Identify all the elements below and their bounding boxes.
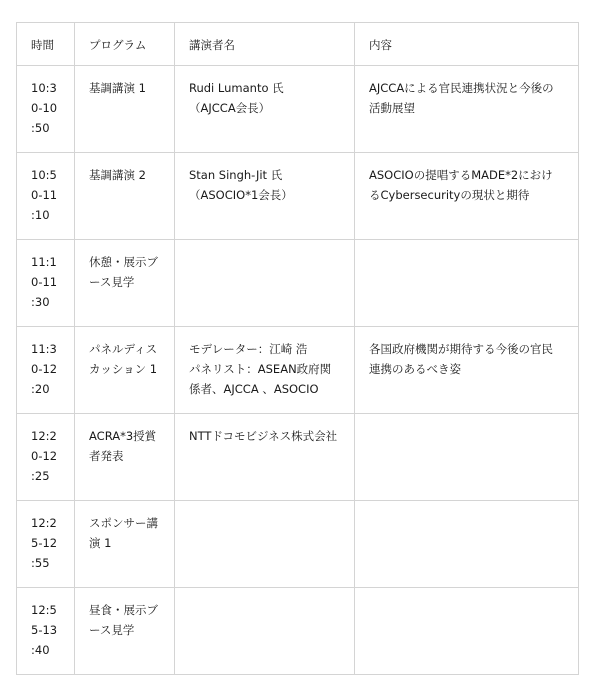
- cell-content: [355, 414, 579, 501]
- cell-time: [17, 327, 75, 414]
- time-text: 12:2 5-12 :55: [31, 516, 58, 570]
- table-header-row: [17, 23, 579, 66]
- table-row: [17, 240, 579, 327]
- time-text: 10:3 0-10 :50: [31, 81, 58, 135]
- cell-content: [355, 327, 579, 414]
- cell-content: [355, 501, 579, 588]
- table-row: [17, 414, 579, 501]
- content-text: 各国政府機関が期待する今後の官民連携のあるべき姿: [369, 342, 553, 376]
- content-text: ASOCIOの提唱するMADE*2におけるCybersecurityの現状と期待: [369, 168, 553, 202]
- speaker-text: NTTドコモビジネス株式会社: [189, 429, 338, 443]
- cell-program: [75, 240, 175, 327]
- program-text: 休憩・展示ブース見学: [89, 255, 158, 289]
- cell-time: [17, 240, 75, 327]
- program-text: スポンサー講演 1: [89, 516, 158, 550]
- content-text: AJCCAによる官民連携状況と今後の活動展望: [369, 81, 554, 115]
- cell-program: [75, 153, 175, 240]
- cell-time: [17, 153, 75, 240]
- speaker-text: モデレーター：江崎 浩 パネリスト：ASEAN政府関係者、AJCCA 、ASOCIO: [189, 342, 332, 396]
- cell-content: [355, 240, 579, 327]
- program-schedule-table: [16, 22, 579, 675]
- cell-time: [17, 414, 75, 501]
- cell-speaker: [175, 501, 355, 588]
- cell-program: [75, 588, 175, 675]
- cell-time: [17, 66, 75, 153]
- program-text: パネルディスカッション 1: [89, 342, 158, 376]
- cell-program: [75, 66, 175, 153]
- cell-time: [17, 588, 75, 675]
- header-content: 内容: [355, 23, 579, 66]
- header-time: 時間: [17, 23, 75, 66]
- program-text: 基調講演 1: [89, 81, 146, 95]
- program-text: 基調講演 2: [89, 168, 146, 182]
- time-text: 11:1 0-11 :30: [31, 255, 58, 309]
- speaker-text: Rudi Lumanto 氏 （AJCCA会長）: [189, 81, 284, 115]
- cell-content: [355, 588, 579, 675]
- table-row: [17, 588, 579, 675]
- table-row: [17, 501, 579, 588]
- cell-speaker: [175, 414, 355, 501]
- cell-speaker: [175, 153, 355, 240]
- program-text: 昼食・展示ブース見学: [89, 603, 158, 637]
- time-text: 12:5 5-13 :40: [31, 603, 58, 657]
- time-text: 11:3 0-12 :20: [31, 342, 58, 396]
- header-program: プログラム: [75, 23, 175, 66]
- speaker-text: Stan Singh-Jit 氏 （ASOCIO*1会長）: [189, 168, 293, 202]
- cell-content: [355, 153, 579, 240]
- cell-program: [75, 327, 175, 414]
- time-text: 10:5 0-11 :10: [31, 168, 58, 222]
- cell-content: [355, 66, 579, 153]
- table-row: [17, 327, 579, 414]
- cell-speaker: [175, 327, 355, 414]
- cell-program: [75, 501, 175, 588]
- cell-program: [75, 414, 175, 501]
- cell-speaker: [175, 588, 355, 675]
- cell-speaker: [175, 240, 355, 327]
- time-text: 12:2 0-12 :25: [31, 429, 58, 483]
- cell-time: [17, 501, 75, 588]
- header-speaker: 講演者名: [175, 23, 355, 66]
- cell-speaker: [175, 66, 355, 153]
- table-row: [17, 153, 579, 240]
- program-text: ACRA*3授賞者発表: [89, 429, 157, 463]
- table-row: [17, 66, 579, 153]
